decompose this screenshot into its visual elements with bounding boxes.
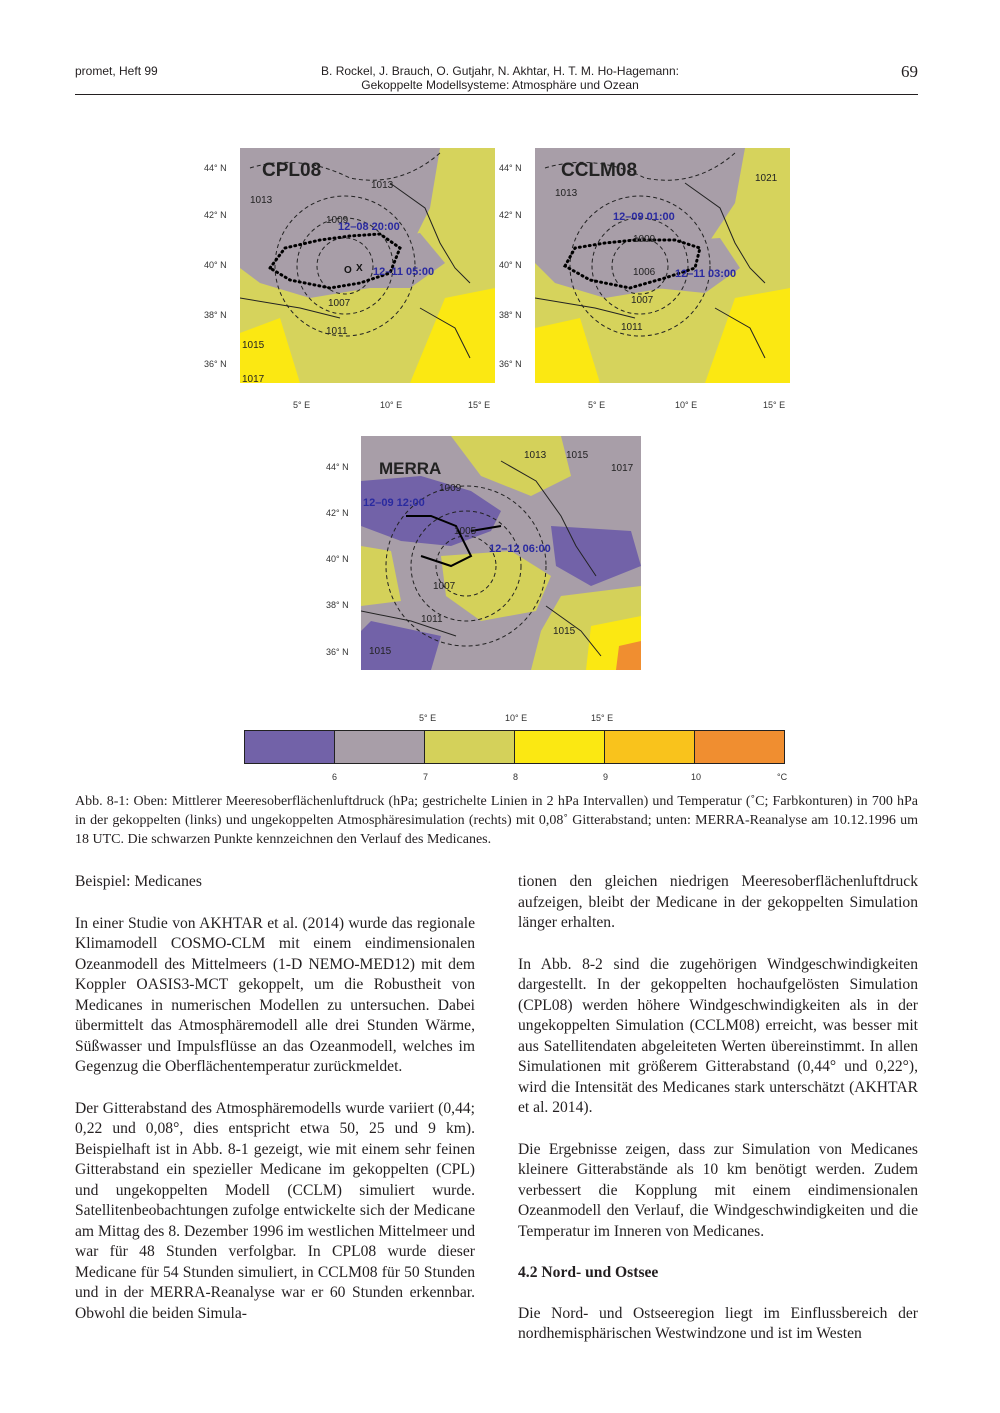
running-header-center — [300, 64, 700, 92]
colorbar-swatch — [335, 731, 425, 763]
track-marker: X — [356, 263, 363, 274]
isobar-label: 1015 — [553, 626, 576, 637]
isobar-label: 1007 — [433, 581, 456, 592]
paragraph: In einer Studie von AKHTAR et al. (2014) wurde das regionale Klimamodell COSMO-CLM mit einem eindimensionalen Ozeanmodell des Mittelmeers (1-D NEMO-MED12) mit dem Koppler OASIS3-MCT gekoppelt, um die Robustheit von Medicanes in numerischen Modellen zu untersuchen. Dabei übermittelt das Atmosphäremodell alle drei Stunden Wärme, Süßwasser und Impulsflüsse an das Ozeanmodell, welches im Gegenzug die Oberflächentemperatur zurückmeldet. — [75, 914, 475, 1075]
isobar-label: 1005 — [454, 526, 477, 537]
lon-label: 10° E — [675, 400, 698, 410]
lon-label: 15° E — [763, 400, 786, 410]
header-rule — [75, 94, 918, 95]
lat-label: 40° N — [326, 554, 349, 564]
subheading: Beispiel: Medicanes — [75, 873, 202, 890]
isobar-label: 1017 — [242, 374, 265, 383]
paragraph: tionen den gleichen niedrigen Meeresoberflächenluftdruck aufzeigen, bleibt der Medicane in der gekoppelten Simulation länger erhalten. — [518, 873, 918, 931]
section-heading: 4.2 Nord- und Ostsee — [518, 1264, 659, 1281]
lat-label: 42° N — [499, 210, 522, 220]
page-number: 69 — [901, 62, 918, 81]
paragraph: Die Nord- und Ostseeregion liegt im Einflussbereich der nordhemisphärischen Westwindzone und ist im Westen — [518, 1304, 918, 1342]
colorbar-tick-label: 9 — [603, 772, 609, 782]
isobar-label: 1006 — [633, 267, 656, 278]
lat-label: 44° N — [326, 462, 349, 472]
map-panel-cclm08 — [535, 148, 790, 383]
running-header-authors: B. Rockel, J. Brauch, O. Gutjahr, N. Akhtar, H. T. M. Ho-Hagemann: — [321, 64, 679, 78]
lat-label: 36° N — [326, 647, 349, 657]
isobar-label: 1015 — [566, 450, 589, 461]
track-marker: O — [344, 265, 352, 276]
lon-label: 15° E — [468, 400, 491, 410]
colorbar-tick-label: 10 — [691, 772, 702, 782]
isobar-label: 1021 — [755, 173, 778, 184]
lat-label: 44° N — [499, 163, 522, 173]
lon-label: 5° E — [588, 400, 606, 410]
isobar-label: 1013 — [555, 188, 578, 199]
colorbar-swatch — [245, 731, 335, 763]
paragraph: In Abb. 8-2 sind die zugehörigen Windgeschwindigkeiten dargestellt. In der gekoppelten hochaufgelösten Simulation (CPL08) werden höhere Windgeschwindigkeiten als in der ungekoppelten Simulation (CCLM08) erreicht, was besser mit aus Satellitendaten abgeleiteten Werten übereinstimmt. In allen Simulationen mit größerem Gitterabstand (0,44° und 0,22°), wird die Intensität des Medicanes stark unterschätzt (AKHTAR et al. 2014). — [518, 955, 918, 1116]
colorbar-tick-label: 6 — [332, 772, 338, 782]
lat-label: 38° N — [326, 600, 349, 610]
running-header-journal: promet, Heft 99 — [75, 64, 158, 78]
isobar-label: 1009 — [326, 215, 349, 226]
isobar-label: 1011 — [421, 614, 443, 625]
lon-label: 10° E — [505, 713, 528, 723]
isobar-label: 1009 — [439, 483, 462, 494]
isobar-label: 1011 — [326, 326, 348, 337]
time-label-end: 12–12 06:00 — [489, 543, 551, 555]
lat-label: 40° N — [499, 260, 522, 270]
time-label-end: 12–11 05:00 — [373, 266, 435, 278]
body-column-left — [75, 872, 475, 1345]
isobar-label: 1013 — [250, 195, 273, 206]
isobar-label: 1013 — [524, 450, 547, 461]
lon-label: 5° E — [293, 400, 311, 410]
lat-label: 42° N — [326, 508, 349, 518]
lon-label: 10° E — [380, 400, 403, 410]
panel-title: CCLM08 — [561, 160, 638, 181]
isobar-label: 1013 — [371, 180, 394, 191]
lat-label: 38° N — [499, 310, 522, 320]
map-panel-merra — [361, 436, 641, 670]
isobar-label: 1015 — [369, 646, 392, 657]
colorbar-swatch — [695, 731, 784, 763]
paragraph: Die Ergebnisse zeigen, dass zur Simulation von Medicanes kleinere Gitterabstände als 10 km benötigt werden. Zudem verbessert die Kopplung mit einem eindimensionalen Ozeanmodell den Verlauf, die Windgeschwindigkeiten und die Temperatur im Inneren von Medicanes. — [518, 1140, 918, 1240]
panel-title: CPL08 — [262, 160, 322, 181]
map-panel-cpl08 — [240, 148, 495, 383]
colorbar-unit-label: °C — [777, 772, 788, 782]
running-header-subtitle: Gekoppelte Modellsysteme: Atmosphäre und Ozean — [361, 78, 639, 92]
time-label-end: 12–11 03:00 — [675, 268, 737, 280]
panel-title: MERRA — [379, 459, 442, 478]
lon-label: 15° E — [591, 713, 614, 723]
colorbar-swatch — [515, 731, 605, 763]
lat-label: 40° N — [204, 260, 227, 270]
time-label-start: 12–08 20:00 — [338, 221, 400, 233]
isobar-label: 1011 — [621, 322, 643, 333]
lat-label: 36° N — [204, 359, 227, 369]
colorbar-tick-label: 7 — [423, 772, 429, 782]
lat-label: 44° N — [204, 163, 227, 173]
lat-label: 38° N — [204, 310, 227, 320]
lon-label: 5° E — [419, 713, 437, 723]
lat-label: 36° N — [499, 359, 522, 369]
time-label-start: 12–09 12:00 — [363, 497, 425, 509]
lat-label: 42° N — [204, 210, 227, 220]
colorbar-swatch — [605, 731, 695, 763]
time-label-start: 12–09 01:00 — [613, 211, 675, 223]
isobar-label: 1007 — [328, 298, 351, 309]
isobar-label: 1015 — [242, 340, 265, 351]
isobar-label: 1017 — [611, 463, 634, 474]
figure-caption: Abb. 8-1: Oben: Mittlerer Meeresoberflächenluftdruck (hPa; gestrichelte Linien in 2 hPa Intervallen) und Temperatur (˚C; Farbkonturen) in 700 hPa in der gekoppelten (links) und ungekoppelten Atmosphäresimulation (rechts) mit 0,08˚ Gitterabstand; unten: MERRA-Reanalyse am 10.12.1996 um 18 UTC. Die schwarzen Punkte kennzeichnen den Verlauf des Medicanes. — [75, 794, 918, 847]
temperature-colorbar — [244, 730, 785, 764]
isobar-label: 1007 — [631, 295, 654, 306]
colorbar-swatch — [425, 731, 515, 763]
paragraph: Der Gitterabstand des Atmosphäremodells wurde variiert (0,44; 0,22 und 0,08°, dies entspricht etwa 50, 25 und 9 km). Beispielhaft ist in Abb. 8-1 gezeigt, wie mit einem sehr feinen Gitterabstand ein spezieller Medicane im gekoppelten (CPL) und ungekoppelten Modell (CCLM) simuliert wurde. Satellitenbeobachtungen zufolge entwickelte sich der Medicane am Mittag des 8. Dezember 1996 im westlichen Mittelmeer und war für 48 Stunden verfolgbar. In CPL08 wurde dieser Medicane für 54 Stunden simuliert, in CCLM08 für 50 Stunden und in der MERRA-Reanalyse war er 60 Stunden erkennbar. Obwohl die beiden Simula- — [75, 1099, 475, 1322]
colorbar-tick-label: 8 — [513, 772, 519, 782]
isobar-label: 1009 — [633, 234, 656, 245]
body-column-right — [518, 872, 918, 1366]
